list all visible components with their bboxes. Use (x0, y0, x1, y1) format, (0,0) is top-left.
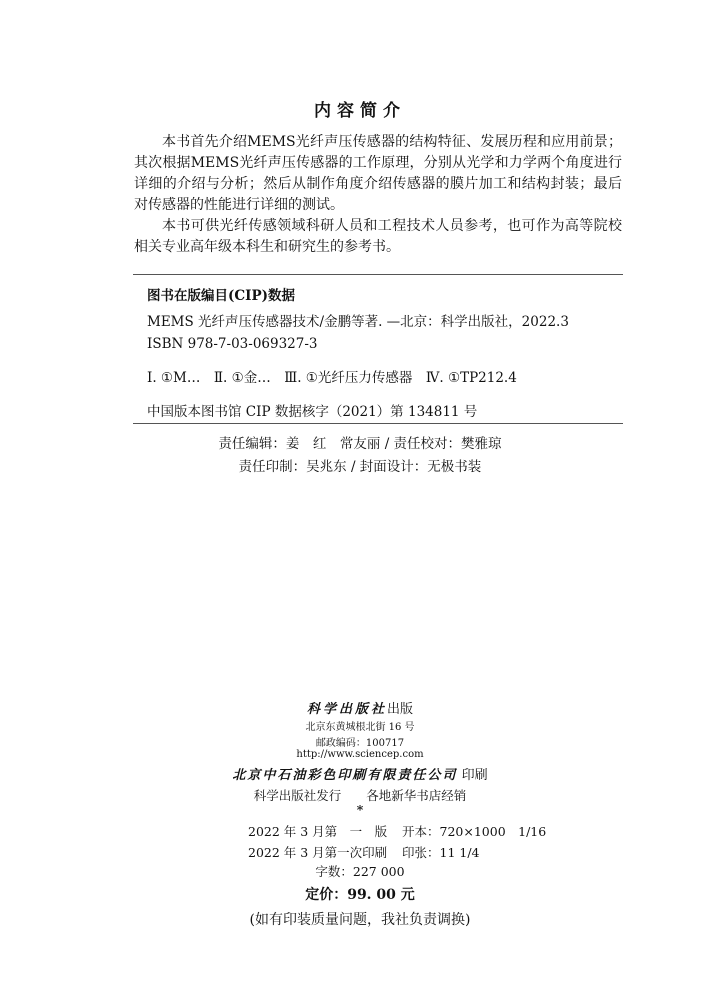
cip-record: MEMS 光纤声压传感器技术/金鹏等著. —北京：科学出版社，2022.3 (147, 314, 569, 330)
cip-library-number: 中国版本图书馆 CIP 数据核字（2021）第 134811 号 (147, 404, 478, 420)
publisher-postcode: 邮政编码：100717 (315, 738, 405, 749)
printer-line (0, 764, 720, 783)
publisher-name: 科学出版社 (306, 702, 387, 717)
summary-paragraph-2: 本书可供光纤传感领域科研人员和工程技术人员参考，也可作为高等院校相关专业高年级本科生和研究生的参考书。 (134, 218, 622, 255)
separator-star: * (356, 802, 364, 817)
distribution-line: 科学出版社发行 各地新华书店经销 (253, 788, 467, 803)
summary-body (134, 132, 622, 258)
edition-date: 2022 年 3 月第 一 版 (248, 824, 388, 839)
editors-line-2: 责任印制：吴兆东 / 封面设计：无极书装 (238, 459, 482, 475)
printed-sheets: 印张：11 1/4 (402, 845, 480, 860)
publisher-line (0, 698, 720, 717)
cip-block (133, 274, 623, 424)
word-count: 字数：227 000 (315, 864, 405, 879)
printing-date: 2022 年 3 月第一次印刷 (248, 845, 388, 860)
publisher-website: http://www.sciencep.com (296, 749, 424, 760)
summary-title: 内容简介 (314, 101, 406, 121)
summary-paragraph-1: 本书首先介绍MEMS光纤声压传感器的结构特征、发展历程和应用前景；其次根据MEMS光纤声压传感器的工作原理，分别从光学和力学两个角度进行详细的介绍与分析；然后从制作角度介绍传感器的膜片加工和结构封装；最后对传感器的性能进行详细的测试。 (134, 134, 622, 213)
publisher-address: 北京东黄城根北街 16 号 (305, 722, 415, 733)
printer-name: 北京中石油彩色印刷有限责任公司 (232, 768, 458, 783)
publisher-suffix: 出版 (387, 702, 414, 717)
cip-classification: Ⅰ. ①M… Ⅱ. ①金… Ⅲ. ①光纤压力传感器 Ⅳ. ①TP212.4 (147, 370, 517, 386)
quality-note: (如有印装质量问题，我社负责调换) (249, 912, 471, 928)
book-format: 开本：720×1000 1/16 (402, 824, 547, 839)
editors-line-1: 责任编辑：姜 红 常友丽 / 责任校对：樊雅琼 (218, 436, 502, 452)
cip-heading: 图书在版编目(CIP)数据 (147, 288, 295, 304)
printer-suffix: 印刷 (461, 768, 488, 783)
price: 定价：99. 00 元 (305, 887, 415, 903)
cip-isbn: ISBN 978-7-03-069327-3 (147, 336, 318, 352)
